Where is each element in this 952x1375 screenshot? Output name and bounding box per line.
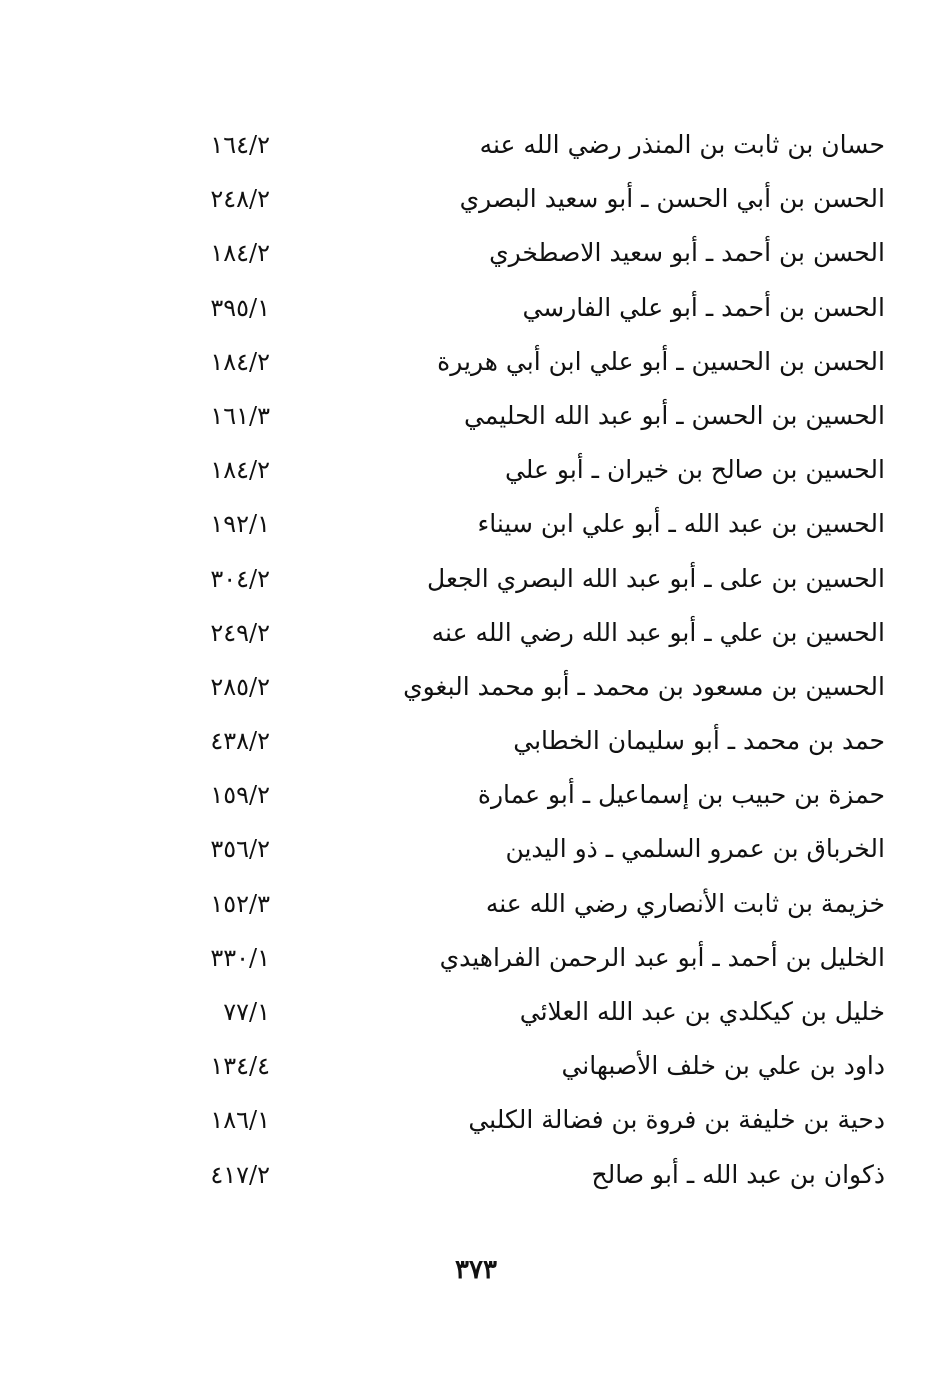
entry-name: خزيمة بن ثابت الأنصاري رضي الله عنه xyxy=(485,888,885,918)
entry-name: الحسن بن الحسين ـ أبو علي ابن أبي هريرة xyxy=(437,346,885,376)
entry-name: الحسن بن أبي الحسن ـ أبو سعيد البصري xyxy=(459,184,885,214)
entry-reference: ٣٩٥/١ xyxy=(210,293,270,322)
entry-reference: ١٥٢/٣ xyxy=(210,889,270,918)
index-entry xyxy=(150,443,895,497)
entry-name: ذكوان بن عبد الله ـ أبو صالح xyxy=(591,1159,885,1189)
index-entry xyxy=(150,714,895,768)
entry-reference: ١٣٤/٤ xyxy=(210,1052,270,1081)
entry-reference: ٢٨٥/٢ xyxy=(210,672,270,701)
index-entry xyxy=(150,1148,895,1202)
entry-name: الحسن بن أحمد ـ أبو سعيد الاصطخري xyxy=(489,238,885,268)
entry-name: الحسين بن صالح بن خيران ـ أبو علي xyxy=(504,455,885,485)
index-entry xyxy=(150,389,895,443)
index-entry xyxy=(150,118,895,172)
entry-reference: ١٨٤/٢ xyxy=(210,456,270,485)
index-entry xyxy=(150,335,895,389)
index-entry xyxy=(150,1093,895,1147)
entry-name: حمد بن محمد ـ أبو سليمان الخطابي xyxy=(513,726,885,756)
entry-reference: ١٦١/٣ xyxy=(210,401,270,430)
entry-reference: ١٦٤/٢ xyxy=(210,131,270,159)
entry-reference: ١٨٤/٢ xyxy=(210,239,270,268)
entry-name: الحسين بن على ـ أبو عبد الله البصري الجعل xyxy=(427,563,885,593)
index-entry xyxy=(150,226,895,280)
index-entry xyxy=(150,497,895,551)
index-entry xyxy=(150,552,895,606)
entry-name: حمزة بن حبيب بن إسماعيل ـ أبو عمارة xyxy=(477,780,885,810)
entry-name: داود بن علي بن خلف الأصبهاني xyxy=(561,1051,885,1081)
index-entry xyxy=(150,822,895,876)
entry-name: دحية بن خليفة بن فروة بن فضالة الكلبي xyxy=(468,1105,885,1135)
entry-reference: ٢٤٨/٢ xyxy=(210,185,270,214)
index-entry xyxy=(150,1039,895,1093)
entry-reference: ١٩٢/١ xyxy=(210,510,270,539)
index-entry xyxy=(150,931,895,985)
entry-name: الحسين بن الحسن ـ أبو عبد الله الحليمي xyxy=(463,400,885,430)
entry-name: الحسن بن أحمد ـ أبو علي الفارسي xyxy=(522,292,885,322)
index-entry xyxy=(150,172,895,226)
entry-reference: ١٨٦/١ xyxy=(210,1106,270,1135)
entry-name: الحسين بن عبد الله ـ أبو علي ابن سيناء xyxy=(477,509,885,539)
entry-name: خليل بن كيكلدي بن عبد الله العلائي xyxy=(519,997,885,1026)
entry-reference: ٤٣٨/٢ xyxy=(210,727,270,756)
entry-name: حسان بن ثابت بن المنذر رضي الله عنه xyxy=(479,130,885,159)
entry-name: الحسين بن مسعود بن محمد ـ أبو محمد البغوي xyxy=(403,671,885,701)
index-entry xyxy=(150,985,895,1039)
index-entry xyxy=(150,877,895,931)
entry-reference: ٣٥٦/٢ xyxy=(210,835,270,864)
entry-reference: ١٨٤/٢ xyxy=(210,347,270,376)
entry-reference: ٣٠٤/٢ xyxy=(210,564,270,593)
entry-name: الخرباق بن عمرو السلمي ـ ذو اليدين xyxy=(505,834,885,864)
index-entry xyxy=(150,606,895,660)
index-list xyxy=(150,118,895,1202)
entry-reference: ٢٤٩/٢ xyxy=(210,618,270,647)
entry-name: الحسين بن علي ـ أبو عبد الله رضي الله عنه xyxy=(431,617,885,647)
entry-reference: ١٥٩/٢ xyxy=(210,781,270,810)
index-entry xyxy=(150,768,895,822)
entry-name: الخليل بن أحمد ـ أبو عبد الرحمن الفراهيدي xyxy=(439,942,885,972)
index-entry xyxy=(150,660,895,714)
entry-reference: ٤١٧/٢ xyxy=(210,1160,270,1189)
entry-reference: ٧٧/١ xyxy=(223,998,270,1026)
entry-reference: ٣٣٠/١ xyxy=(210,943,270,972)
page-number: ٣٧٣ xyxy=(455,1255,497,1285)
index-entry xyxy=(150,281,895,335)
